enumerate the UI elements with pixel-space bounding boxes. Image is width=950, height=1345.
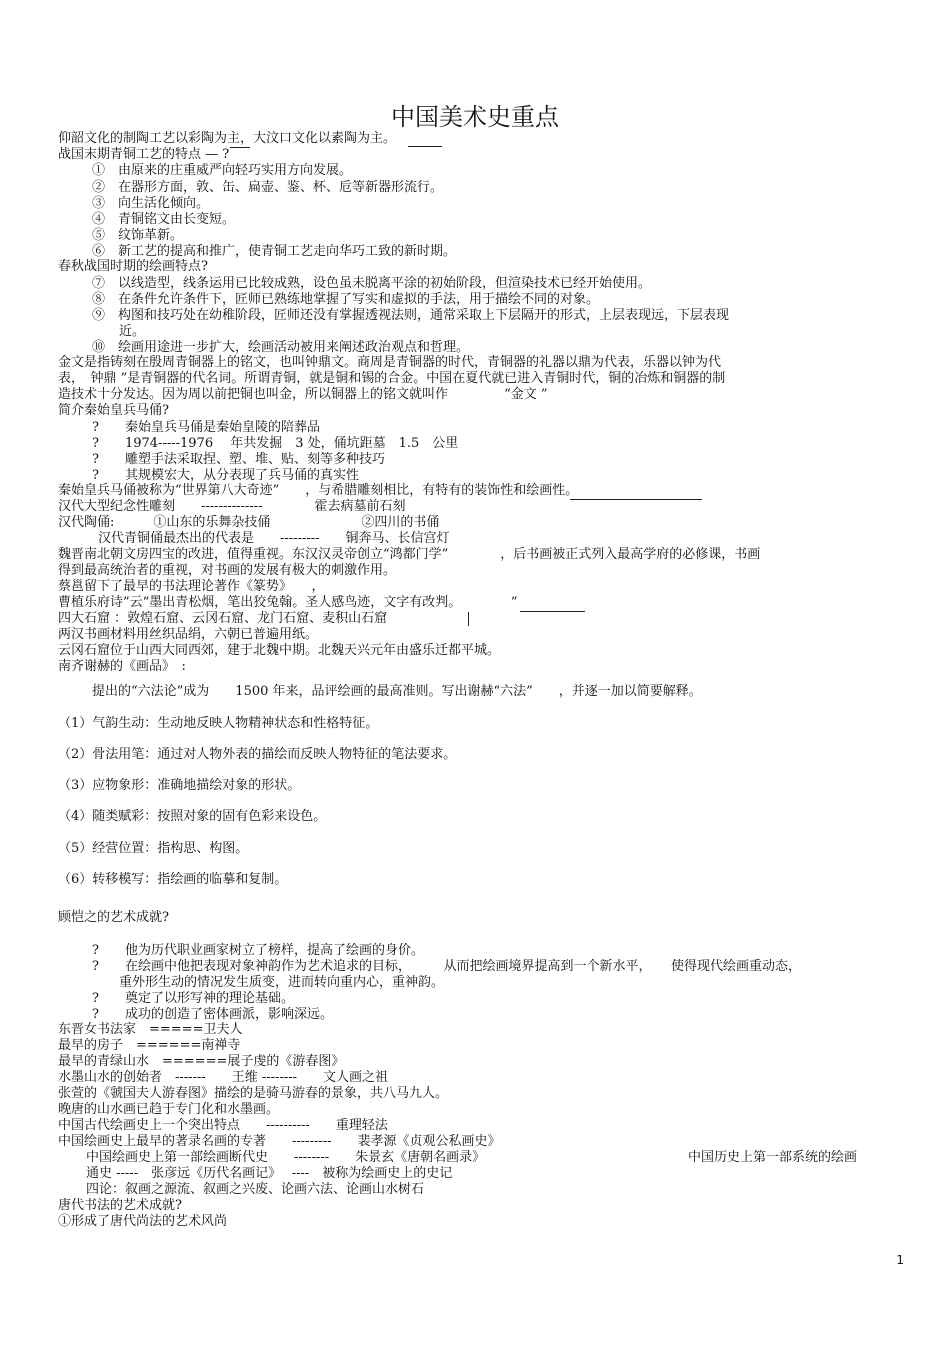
text-line: ⑧ 在条件允许条件下，匠师已熟练地掌握了写实和虚拟的手法，用于描绘不同的对象。 (92, 292, 600, 307)
underline-mark (570, 499, 702, 500)
text-line: 蔡邕留下了最早的书法理论著作《篆势》 ， (58, 579, 325, 594)
text-line: 汉代青铜俑最杰出的代表是 --------- 铜奔马、长信宫灯 (98, 531, 450, 546)
text-line: 造技术十分发达。因为周以前把铜也叫金，所以铜器上的铭文就叫作 “金文 ” (58, 387, 548, 402)
text-line: 重外形生动的情况发生质变，进而转向重内心，重神韵。 (119, 975, 445, 990)
text-line: 提出的“六法论”成为 1500 年来，品评绘画的最高准则。写出谢赫“六法” ，并逐一加以简要解释。 (92, 684, 702, 699)
text-line: 近。 (119, 324, 146, 339)
text-line: 秦始皇兵马俑被称为“世界第八大奇迹” ，与希腊雕刻相比，有特有的装饰性和绘画性。 (58, 483, 579, 498)
text-line: ? 奠定了以形写神的理论基础。 (92, 991, 294, 1006)
text-line: 云冈石窟位于山西大同西郊，建于北魏中期。北魏天兴元年由盛乐迁都平城。 (58, 643, 501, 658)
text-line: 两汉书画材料用丝织品绢，六朝已普遍用纸。 (58, 627, 319, 642)
text-line: ? 他为历代职业画家树立了榜样，提高了绘画的身价。 (92, 943, 424, 958)
text-line: 简介秦始皇兵马俑? (58, 403, 169, 418)
text-line: 张萱的《虢国夫人游春图》描绘的是骑马游春的景象，共八马九人。 (58, 1086, 449, 1101)
text-line: 中国古代绘画史上一个突出特点 ---------- 重理轻法 (58, 1118, 388, 1133)
text-line: ⑩ 绘画用途进一步扩大，绘画活动被用来阐述政治观点和哲理。 (92, 340, 470, 355)
text-line: 仰韶文化的制陶工艺以彩陶为主，大汶口文化以素陶为主。 (58, 131, 397, 146)
text-line: （2）骨法用笔：通过对人物外表的描绘而反映人物特征的笔法要求。 (58, 747, 457, 762)
text-line: ? 其规模宏大，从分表现了兵马俑的真实性 (92, 468, 359, 483)
text-line: （1）气韵生动：生动地反映人物精神状态和性格特征。 (58, 716, 379, 731)
text-line: 金文是指铸刻在殷周青铜器上的铭文，也叫钟鼎文。商周是青铜器的时代，青铜器的礼器以鼎为代表，乐器以钟为代 (58, 355, 722, 370)
text-line: ? 秦始皇兵马俑是秦始皇陵的陪葬品 (92, 420, 320, 435)
text-line: ③ 向生活化倾向。 (92, 196, 210, 211)
underline-mark (520, 611, 585, 612)
text-line: 汉代大型纪念性雕刻 -------------- 霍去病墓前石刻 (58, 499, 406, 514)
text-line: 南齐谢赫的《画品》 : (58, 659, 186, 674)
text-line: 晚唐的山水画已趋于专门化和水墨画。 (58, 1102, 280, 1117)
underline-mark (408, 146, 442, 147)
text-line: 水墨山水的创始者 ------- 王维 -------- 文人画之祖 (58, 1070, 389, 1085)
text-line: 最早的青绿山水 ======展子虔的《游春图》 (58, 1054, 345, 1069)
text-line: ② 在器形方面，敦、缶、扁壶、鉴、杯、卮等新器形流行。 (92, 180, 444, 195)
text-line: ⑤ 纹饰革新。 (92, 228, 184, 243)
text-line: ⑥ 新工艺的提高和推广，使青铜工艺走向华巧工致的新时期。 (92, 244, 457, 259)
text-line: 曹植乐府诗”云“墨出青松烟，笔出狡兔翰。圣人感鸟迹，文字有改判。 ” (58, 595, 518, 610)
text-line: ? 1974-----1976 年共发掘 3 处，俑坑距墓 1.5 公里 (92, 436, 459, 451)
text-line: 中国绘画史上最早的著录名画的专著 --------- 裴孝源《贞观公私画史》 (58, 1134, 501, 1149)
text-line: 四大石窟 ：敦煌石窟、云冈石窟、龙门石窟、麦积山石窟 (58, 611, 388, 626)
text-line: 四论：叙画之源流、叙画之兴废、论画六法、论画山水树石 (86, 1182, 425, 1197)
text-line: 魏晋南北朝文房四宝的改进，值得重视。东汉汉灵帝创立“鸿都门学” ，后书画被正式列入最高学府的必修课，书画 (58, 547, 761, 562)
text-line: 顾恺之的艺术成就? (58, 910, 169, 925)
text-line: （4）随类赋彩：按照对象的固有色彩来设色。 (58, 809, 327, 824)
text-line: 通史 ----- 张彦远《历代名画记》 ---- 被称为绘画史上的史记 (86, 1166, 453, 1181)
text-line: 战国末期青铜工艺的特点 — ? (58, 147, 230, 162)
text-line: ⑦ 以线造型，线条运用已比较成熟，设色虽未脱离平涂的初始阶段，但渲染技术已经开始使用。 (92, 276, 652, 291)
page-title: 中国美术史重点 (391, 103, 559, 131)
text-line: ? 在绘画中他把表现对象神韵作为艺术追求的目标， 从而把绘画境界提高到一个新水平， 使得现代绘画重动态， (92, 959, 801, 974)
text-line: 东晋女书法家 =====卫夫人 (58, 1022, 243, 1037)
text-line: ①形成了唐代尚法的艺术风尚 (58, 1214, 228, 1229)
text-line: 中国历史上第一部系统的绘画 (688, 1150, 858, 1165)
text-line: ? 成功的创造了密体画派，影响深远。 (92, 1007, 333, 1022)
text-line: 表， 钟鼎 ”是青铜器的代名词。所谓青铜，就是铜和锡的合金。中国在夏代就已进入青铜时代，铜的冶炼和铜器的制 (58, 371, 726, 386)
text-line: 中国绘画史上第一部绘画断代史 -------- 朱景玄《唐朝名画录》 (86, 1150, 486, 1165)
text-line: ④ 青铜铭文由长变短。 (92, 212, 236, 227)
page-number: 1 (896, 1253, 904, 1267)
underline-mark (230, 147, 250, 148)
text-line: （3）应物象形：准确地描绘对象的形状。 (58, 778, 301, 793)
text-line: 春秋战国时期的绘画特点? (58, 259, 208, 274)
text-line: 得到最高统治者的重视，对书画的发展有极大的刺激作用。 (58, 563, 397, 578)
text-line: ? 雕塑手法采取捏、塑、堆、贴、刻等多种技巧 (92, 452, 385, 467)
text-line: （5）经营位置：指构思、构图。 (58, 841, 249, 856)
text-line: ⑨ 构图和技巧处在幼稚阶段，匠师还没有掌握透视法则，通常采取上下层隔开的形式，上层表现远，下层表现 (92, 308, 730, 323)
text-line: 最早的房子 ======南禅寺 (58, 1038, 241, 1053)
text-line: 唐代书法的艺术成就? (58, 1198, 182, 1213)
text-line: （6）转移模写：指绘画的临摹和复制。 (58, 872, 288, 887)
vertical-mark (468, 612, 469, 626)
text-line: ① 由原来的庄重威严向轻巧实用方向发展。 (92, 163, 353, 178)
text-line: 汉代陶俑: ①山东的乐舞杂技俑 ②四川的书俑 (58, 515, 440, 530)
